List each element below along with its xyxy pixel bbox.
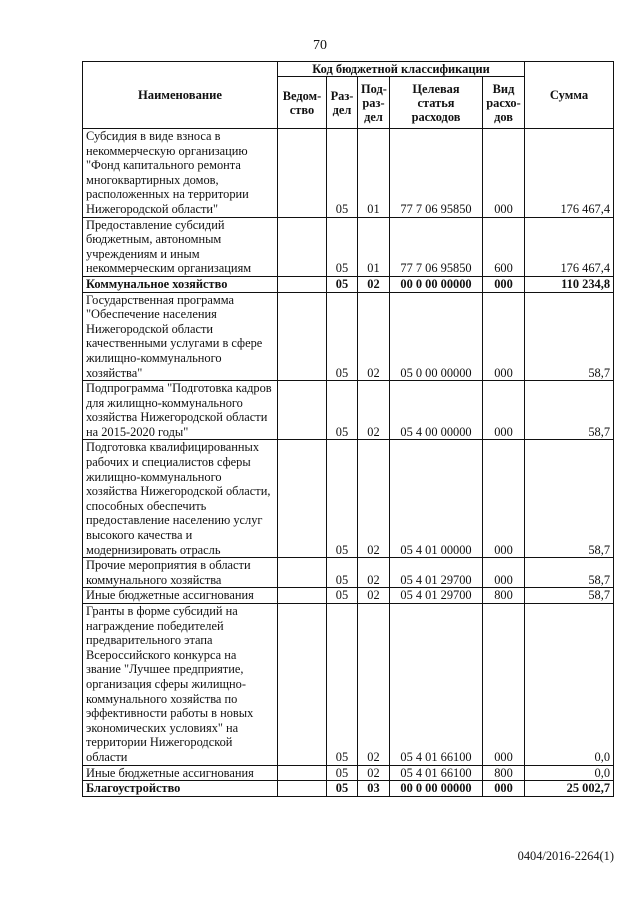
cell-podrazdel: 03 xyxy=(358,781,390,797)
cell-podrazdel: 02 xyxy=(358,765,390,781)
cell-vedomstvo xyxy=(278,558,327,588)
header-podrazdel: Под-раз-дел xyxy=(358,77,390,129)
cell-target: 77 7 06 95850 xyxy=(390,217,483,276)
cell-name: Субсидия в виде взноса в некоммерческую организацию "Фонд капитального ремонта многоквартирных домов, расположенных на территории Нижегородской области" xyxy=(83,129,278,218)
header-target: Целевая статья расходов xyxy=(390,77,483,129)
cell-expense-type: 000 xyxy=(483,558,525,588)
cell-razdel: 05 xyxy=(327,129,358,218)
table-body xyxy=(83,129,614,797)
header-razdel: Раз-дел xyxy=(327,77,358,129)
header-expense-type: Вид расхо-дов xyxy=(483,77,525,129)
cell-podrazdel: 01 xyxy=(358,217,390,276)
cell-razdel: 05 xyxy=(327,381,358,440)
cell-expense-type: 600 xyxy=(483,217,525,276)
cell-razdel: 05 xyxy=(327,217,358,276)
cell-vedomstvo xyxy=(278,781,327,797)
table-row xyxy=(83,440,614,558)
cell-sum: 58,7 xyxy=(525,292,614,381)
cell-vedomstvo xyxy=(278,276,327,292)
cell-razdel: 05 xyxy=(327,765,358,781)
table-row xyxy=(83,588,614,604)
page-number: 70 xyxy=(313,38,327,53)
cell-expense-type: 000 xyxy=(483,604,525,766)
cell-razdel: 05 xyxy=(327,781,358,797)
table-row xyxy=(83,276,614,292)
header-vedomstvo: Ведом-ство xyxy=(278,77,327,129)
table-row xyxy=(83,781,614,797)
cell-target: 05 4 00 00000 xyxy=(390,381,483,440)
budget-table xyxy=(82,61,614,797)
cell-expense-type: 000 xyxy=(483,292,525,381)
cell-name: Гранты в форме субсидий на награждение победителей предварительного этапа Всероссийского конкурса на звание "Лучшее предприятие, организация сферы жилищно-коммунального хозяйства по эффективности работы в новых экономических условиях" на территории Нижегородской области xyxy=(83,604,278,766)
cell-name: Прочие мероприятия в области коммунального хозяйства xyxy=(83,558,278,588)
cell-expense-type: 000 xyxy=(483,276,525,292)
cell-expense-type: 000 xyxy=(483,440,525,558)
cell-sum: 25 002,7 xyxy=(525,781,614,797)
cell-name: Иные бюджетные ассигнования xyxy=(83,588,278,604)
cell-name: Государственная программа "Обеспечение населения Нижегородской области качественными услугами в сфере жилищно-коммунального хозяйства" xyxy=(83,292,278,381)
table-row xyxy=(83,217,614,276)
cell-razdel: 05 xyxy=(327,440,358,558)
cell-vedomstvo xyxy=(278,440,327,558)
cell-name: Предоставление субсидий бюджетным, автономным учреждениям и иным некоммерческим организациям xyxy=(83,217,278,276)
cell-expense-type: 800 xyxy=(483,588,525,604)
cell-name: Подпрограмма "Подготовка кадров для жилищно-коммунального хозяйства Нижегородской области на 2015-2020 годы" xyxy=(83,381,278,440)
cell-sum: 110 234,8 xyxy=(525,276,614,292)
cell-vedomstvo xyxy=(278,129,327,218)
cell-podrazdel: 02 xyxy=(358,276,390,292)
header-name: Наименование xyxy=(83,62,278,129)
cell-expense-type: 000 xyxy=(483,129,525,218)
table-header xyxy=(83,62,614,129)
cell-podrazdel: 02 xyxy=(358,381,390,440)
cell-name: Коммунальное хозяйство xyxy=(83,276,278,292)
cell-sum: 176 467,4 xyxy=(525,129,614,218)
cell-target: 00 0 00 00000 xyxy=(390,781,483,797)
cell-razdel: 05 xyxy=(327,276,358,292)
cell-expense-type: 800 xyxy=(483,765,525,781)
cell-sum: 176 467,4 xyxy=(525,217,614,276)
table-row xyxy=(83,765,614,781)
cell-target: 05 4 01 66100 xyxy=(390,765,483,781)
table-row xyxy=(83,129,614,218)
cell-sum: 58,7 xyxy=(525,381,614,440)
cell-sum: 0,0 xyxy=(525,765,614,781)
document-code: 0404/2016-2264(1) xyxy=(517,849,614,863)
cell-expense-type: 000 xyxy=(483,381,525,440)
cell-podrazdel: 02 xyxy=(358,558,390,588)
cell-razdel: 05 xyxy=(327,604,358,766)
cell-sum: 0,0 xyxy=(525,604,614,766)
cell-razdel: 05 xyxy=(327,292,358,381)
cell-expense-type: 000 xyxy=(483,781,525,797)
cell-target: 05 4 01 00000 xyxy=(390,440,483,558)
cell-sum: 58,7 xyxy=(525,558,614,588)
cell-target: 77 7 06 95850 xyxy=(390,129,483,218)
table-row xyxy=(83,292,614,381)
cell-podrazdel: 02 xyxy=(358,604,390,766)
cell-sum: 58,7 xyxy=(525,440,614,558)
cell-name: Подготовка квалифицированных рабочих и специалистов сферы жилищно-коммунального хозяйства Нижегородской области, способных обеспечить предоставление населению услуг высокого качества и модернизировать отрасль xyxy=(83,440,278,558)
table-row xyxy=(83,381,614,440)
cell-razdel: 05 xyxy=(327,558,358,588)
cell-razdel: 05 xyxy=(327,588,358,604)
cell-podrazdel: 01 xyxy=(358,129,390,218)
cell-sum: 58,7 xyxy=(525,588,614,604)
cell-vedomstvo xyxy=(278,217,327,276)
table-row xyxy=(83,604,614,766)
cell-vedomstvo xyxy=(278,381,327,440)
cell-vedomstvo xyxy=(278,292,327,381)
cell-target: 00 0 00 00000 xyxy=(390,276,483,292)
cell-podrazdel: 02 xyxy=(358,588,390,604)
table-row xyxy=(83,558,614,588)
cell-podrazdel: 02 xyxy=(358,440,390,558)
cell-name: Благоустройство xyxy=(83,781,278,797)
header-classification: Код бюджетной классификации xyxy=(278,62,525,77)
cell-target: 05 4 01 66100 xyxy=(390,604,483,766)
cell-target: 05 4 01 29700 xyxy=(390,588,483,604)
cell-podrazdel: 02 xyxy=(358,292,390,381)
cell-vedomstvo xyxy=(278,588,327,604)
header-sum: Сумма xyxy=(525,62,614,129)
cell-vedomstvo xyxy=(278,765,327,781)
cell-target: 05 4 01 29700 xyxy=(390,558,483,588)
cell-target: 05 0 00 00000 xyxy=(390,292,483,381)
cell-name: Иные бюджетные ассигнования xyxy=(83,765,278,781)
cell-vedomstvo xyxy=(278,604,327,766)
